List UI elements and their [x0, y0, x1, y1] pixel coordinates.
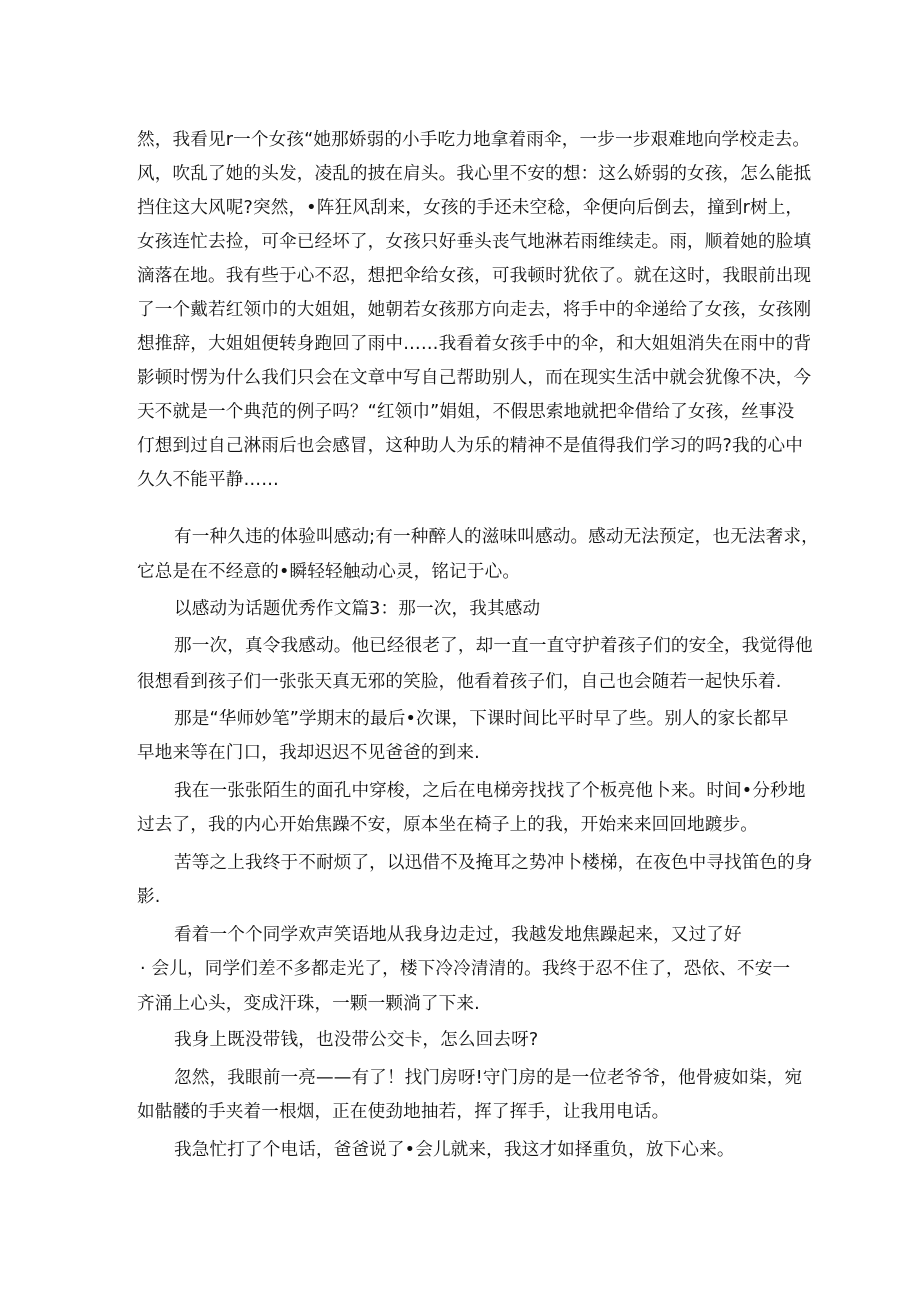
paragraph-first-line: 苦等之上我终于不耐烦了，以迅借不及掩耳之势冲卜楼梯，在夜色中寻找笛色的身 [174, 853, 813, 873]
paragraph-first-line: 我在一张张陌生的面孔中穿梭，之后在电梯旁找找了个板亮他卜来。时间•分秒地 [174, 781, 806, 801]
text-line: 早地来等在门口，我却迟迟不见爸爸的到来. [137, 743, 480, 763]
text-line: 很想看到孩子们一张张天真无邪的笑脸，他看着孩子们，自己也会随若一起快乐着. [137, 672, 782, 692]
text-line: 久久不能平静…… [137, 470, 279, 490]
text-line: 想推辞，大姐姐便转身跑回了雨中……我看着女孩手中的伞，和大姐姐消失在雨中的背 [137, 334, 812, 354]
paragraph-first-line: 有一种久违的体验叫感动;有一种醉人的滋味叫感动。感动无法预定，也无法奢求， [174, 527, 819, 547]
text-line: 滴落在地。我有些于心不忍，想把伞给女孩，可我顿时犹依了。就在这时，我眼前出现 [137, 266, 812, 286]
paragraph-first-line: 那是“华师妙笔”学期末的最后•次课，下课时间比平时早了些。别人的家长都早 [174, 709, 789, 729]
text-line: 女孩连忙去捡，可伞已经坏了，女孩只好垂头丧气地淋若雨维续走。雨，顺着她的脸填 [137, 232, 812, 252]
text-line: 仃想到过自己淋雨后也会感冒，这种助人为乐的精神不是值得我们学习的吗?我的心中 [137, 436, 804, 456]
text-line: 影. [137, 887, 161, 907]
text-line: 影顿时愣为什么我们只会在文章中写自己帮助别人，而在现实生活中就会犹像不决，今 [137, 368, 812, 388]
paragraph-first-line: 忽然，我眼前一亮——有了！找门房呀!守门房的是一位老爷爷，他骨疲如柒，宛 [174, 1068, 803, 1088]
text-line: 然，我看见r一个女孩“她那娇弱的小手吃力地拿着雨伞，一步一步艰难地向学校走去。 [137, 130, 811, 150]
text-line: 齐涌上心头，变成汗珠，一颗一颗淌了下来. [137, 994, 480, 1014]
paragraph-first-line: 我急忙打了个电话，爸爸说了•会儿就来，我这才如择重负，放下心来。 [174, 1140, 735, 1160]
text-line: 过去了，我的内心开始焦躁不安，原本坐在椅子上的我，开始来来回回地踱步。 [137, 815, 759, 835]
text-line: 挡住这大风呢?突然，•阵狂风刮来，女孩的手还未空稔，伞便向后倒去，撞到r树上， [137, 198, 804, 218]
text-line: 了一个戴若红领巾的大姐姐，她朝若女孩那方向走去，将手中的伞递给了女孩，女孩刚 [137, 300, 812, 320]
text-line: 天不就是一个典范的例子吗？“红领巾”娟姐，不假思索地就把伞借给了女孩，丝事没 [137, 402, 795, 422]
text-line: 如骷髅的手夹着一根烟，正在使劲地抽若，挥了挥手，让我用电话。 [137, 1102, 670, 1122]
paragraph-first-line: 那一次，真令我感动。他已经很老了，却一直一直守护着孩子们的安全，我觉得他 [174, 636, 813, 656]
paragraph-first-line: 我身上既没带钱，也没带公交卡，怎么回去呀? [174, 1030, 539, 1050]
section-heading: 以感动为话题优秀作文篇3：那一次，我其感动 [174, 599, 541, 619]
text-line: 它总是在不经意的•瞬轻轻触动心灵，铭记于心。 [137, 562, 521, 582]
paragraph-first-line: 看着一个个同学欢声笑语地从我身边走过，我越发地焦躁起来，又过了好 [174, 925, 742, 945]
text-line: · 会儿，同学们差不多都走光了，楼下冷冷清清的。我终于忍不住了，恐依、不安一 [140, 959, 791, 979]
text-line: 风，吹乱了她的头发，凌乱的披在肩头。我心里不安的想：这么娇弱的女孩，怎么能抵 [137, 164, 812, 184]
